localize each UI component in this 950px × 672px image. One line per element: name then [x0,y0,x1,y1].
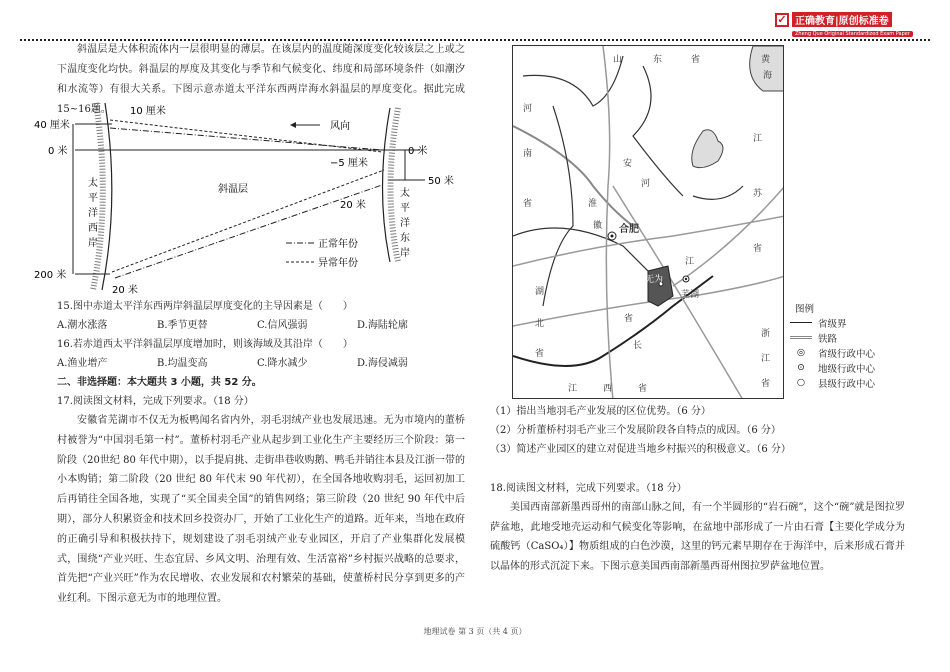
legend-label: 省级界 [818,318,847,330]
west-char: 岸 [88,238,98,249]
border-symbol [790,322,812,323]
east-char: 洋 [400,218,410,229]
railway-symbol [790,336,812,339]
q17-sub1: （1）指出当地羽毛产业发展的区位优势。（6 分） [490,406,711,417]
label-w0: 0 米 [48,146,68,157]
east-coast-hatch [391,108,399,262]
logo-text: 正确教育|原创标准卷 [792,12,892,27]
east-char: 岸 [400,248,410,259]
option-a: A.渔业增产 [57,358,108,369]
east-char: 东 [400,233,410,244]
brand-logo [775,12,923,37]
questions-15-16 [57,297,465,609]
legend-county-center [790,375,905,390]
check-icon: ✓ [775,13,789,27]
label-wuhu: 芜湖 [681,290,700,300]
label-shandong: 山 [613,55,623,65]
q17-stem: 17.阅读图文材料，完成下列要求。（18 分） [57,396,254,407]
wind-label: 风向 [330,121,350,132]
west-char: 西 [88,223,98,234]
label-hubei: 北 [535,319,545,329]
west-char: 洋 [88,208,98,219]
q17-sub2: （2）分析董桥村羽毛产业三个发展阶段各自特点的成因。（6 分） [490,425,781,436]
label-jiangxi: 西 [603,384,613,394]
option-c: C.降水减少 [257,358,308,369]
q18-material: 美国西南部新墨西哥州的南部山脉之间，有一个半圆形的“岩石碗”，这个“碗”就是图拉罗萨盆地，此地受地壳运动和气候变化等影响，在盆地中部形成了一片由石膏【主要化学成分为硫酸钙（CaSO₄）】物质组成的白色沙漠，这里的钙元素早期存在于海洋中，后来形成石膏并以晶体的形式沉淀下来。下图示意美国西南部新墨西哥州图拉罗萨盆地位置。 [490,502,905,572]
label-w10: 10 厘米 [130,106,166,117]
q16-stem: 16.若赤道西太平洋斜温层厚度增加时，则该海域及其沿岸（ ） [57,339,353,350]
legend-abnormal: 异常年份 [318,258,358,269]
option-b: B.均温变高 [157,358,208,369]
wuhu-marker [685,278,687,280]
label-chang: 长 [633,341,643,351]
label-w200: 200 米 [34,270,67,281]
label-huaihe: 河 [641,179,651,189]
q15-stem: 15.图中赤道太平洋东西两岸斜温层厚度变化的主导因素是（ ） [57,301,353,312]
label-jiangsu: 江 [753,134,763,144]
label-shandong: 省 [691,55,701,65]
lake [692,130,723,168]
legend-label: 省级行政中心 [818,348,876,360]
label-jiangsu: 省 [753,244,763,254]
label-jiang: 江 [685,257,695,267]
railways [513,46,784,399]
option-a: A.潮水涨落 [57,320,108,331]
hefei-marker [611,235,614,238]
label-zhejiang: 江 [761,354,771,364]
map-lines [513,46,784,399]
label-huaihe: 淮 [588,199,598,209]
legend-railway [790,330,905,345]
q18-stem: 18.阅读图文材料，完成下列要求。（18 分） [490,483,687,494]
layer-label: 斜温层 [218,184,248,195]
label-zhejiang: 浙 [761,329,771,339]
q17-sub3: （3）简述产业园区的建立对促进当地乡村振兴的积极意义。（6 分） [490,444,791,455]
label-e0: 0 米 [408,146,428,157]
legend-provincial-center [790,345,905,360]
label-wuwei: 无为 [645,275,664,285]
east-char: 太 [400,188,410,199]
legend-label: 县级行政中心 [818,378,876,390]
label-anhui: 安 [623,159,633,169]
thermocline-figure [30,100,470,295]
label-e50: 50 米 [428,176,454,187]
west-coast-label [88,176,98,249]
label-hubei: 湖 [535,287,545,297]
west-char: 平 [88,193,98,204]
east-char: 平 [400,203,410,214]
label-w40: 40 厘米 [34,120,70,131]
label-zhejiang: 省 [761,379,771,389]
section-heading: 二、非选择题：本大题共 3 小题，共 52 分。 [57,377,262,388]
label-sea: 海 [763,71,773,81]
q16-options [57,354,465,373]
east-coast-label [400,186,410,259]
page-footer: 地理试卷 第 3 页（共 4 页） [423,627,527,636]
intro-text: 斜温层是大体积流体内一层很明显的薄层。在该层内的温度随深度变化较该层之上或之下温度变化均快。斜温层的厚度及其变化与季节和气候变化、纬度和局部环境条件（如潮汐和水流等）有很大关系。下图示意赤道太平洋东西两岸海水斜温层的厚度变化。据此完成15~16题。 [57,44,465,115]
label-henan: 河 [523,104,533,114]
abnormal-thermocline-line [112,170,384,272]
label-anhui-sheng: 省 [624,314,634,324]
label-e20: 20 米 [340,200,366,211]
legend-label: 铁路 [818,333,838,345]
label-jiangxi: 江 [568,384,578,394]
legend-title: 图例 [795,303,815,315]
option-c: C.信风强弱 [257,320,308,331]
q15-options [57,316,465,335]
option-d: D.海侵减弱 [357,358,408,369]
label-jiangsu: 苏 [753,189,763,199]
label-hubei: 省 [535,349,545,359]
legend-province-border [790,315,905,330]
label-shandong: 东 [653,55,663,65]
label-henan: 南 [523,149,533,159]
legend-label: 地级行政中心 [818,363,876,375]
option-d: D.海陆轮廓 [357,320,408,331]
logo-subtitle: Zheng Que Original Standardized Exam Paper [792,31,913,37]
label-anhui: 徽 [593,221,603,231]
east-coast-line [383,108,391,262]
label-hefei: 合肥 [619,224,639,235]
label-henan: 省 [523,199,533,209]
map-legend [790,300,905,390]
right-column [490,402,905,576]
circle-icon: ○ [796,377,806,388]
label-e5: −5 厘米 [330,158,368,169]
label-w20: 20 米 [112,285,138,296]
q17-material: 安徽省芜湖市不仅无为板鸭闻名省内外，羽毛羽绒产业也发展迅速。无为市境内的董桥村被誉为“中国羽毛第一村”。董桥村羽毛产业从起步到工业化生产主要经历三个阶段：第一阶段（20世纪 80 年代中期），以手提肩挑、走街串巷收购鹅、鸭毛并销往本县及江浙一带的小本购销；第二阶段（20 世纪 80 年代末 90 年代初），在全国各地收购羽毛，运回初加工后再销往全国各地，实现了“买全国卖全国”的销售网络；第三阶段（20 世纪 90 年代中后期），部分人积累资金和技术回乡投资办厂，开始了工业化生产的道路。近年来，当地在政府的正确引导和积极扶持下，规划建设了羽毛羽绒产业专业园区，开启了产业集群化发展模式，围绕“产业兴旺、生态宜居、乡风文明、治理有效、生活富裕”乡村振兴战略的总要求，首先把“产业兴旺”作为农民增收、农业发展和农村繁荣的基础，使董桥村民分享到更多的产业红利。下图示意无为市的地理位置。 [57,415,465,605]
legend-normal: 正常年份 [318,239,358,250]
dot-circle-icon: ⊙ [797,362,805,373]
option-b: B.季节更替 [157,320,208,331]
west-char: 太 [88,178,98,189]
label-jiangxi: 省 [638,384,648,394]
label-sea: 黄 [761,55,771,65]
double-circle-icon: ◎ [796,347,806,358]
province-borders [513,56,743,306]
anhui-map [512,45,784,399]
legend-prefecture-center [790,360,905,375]
